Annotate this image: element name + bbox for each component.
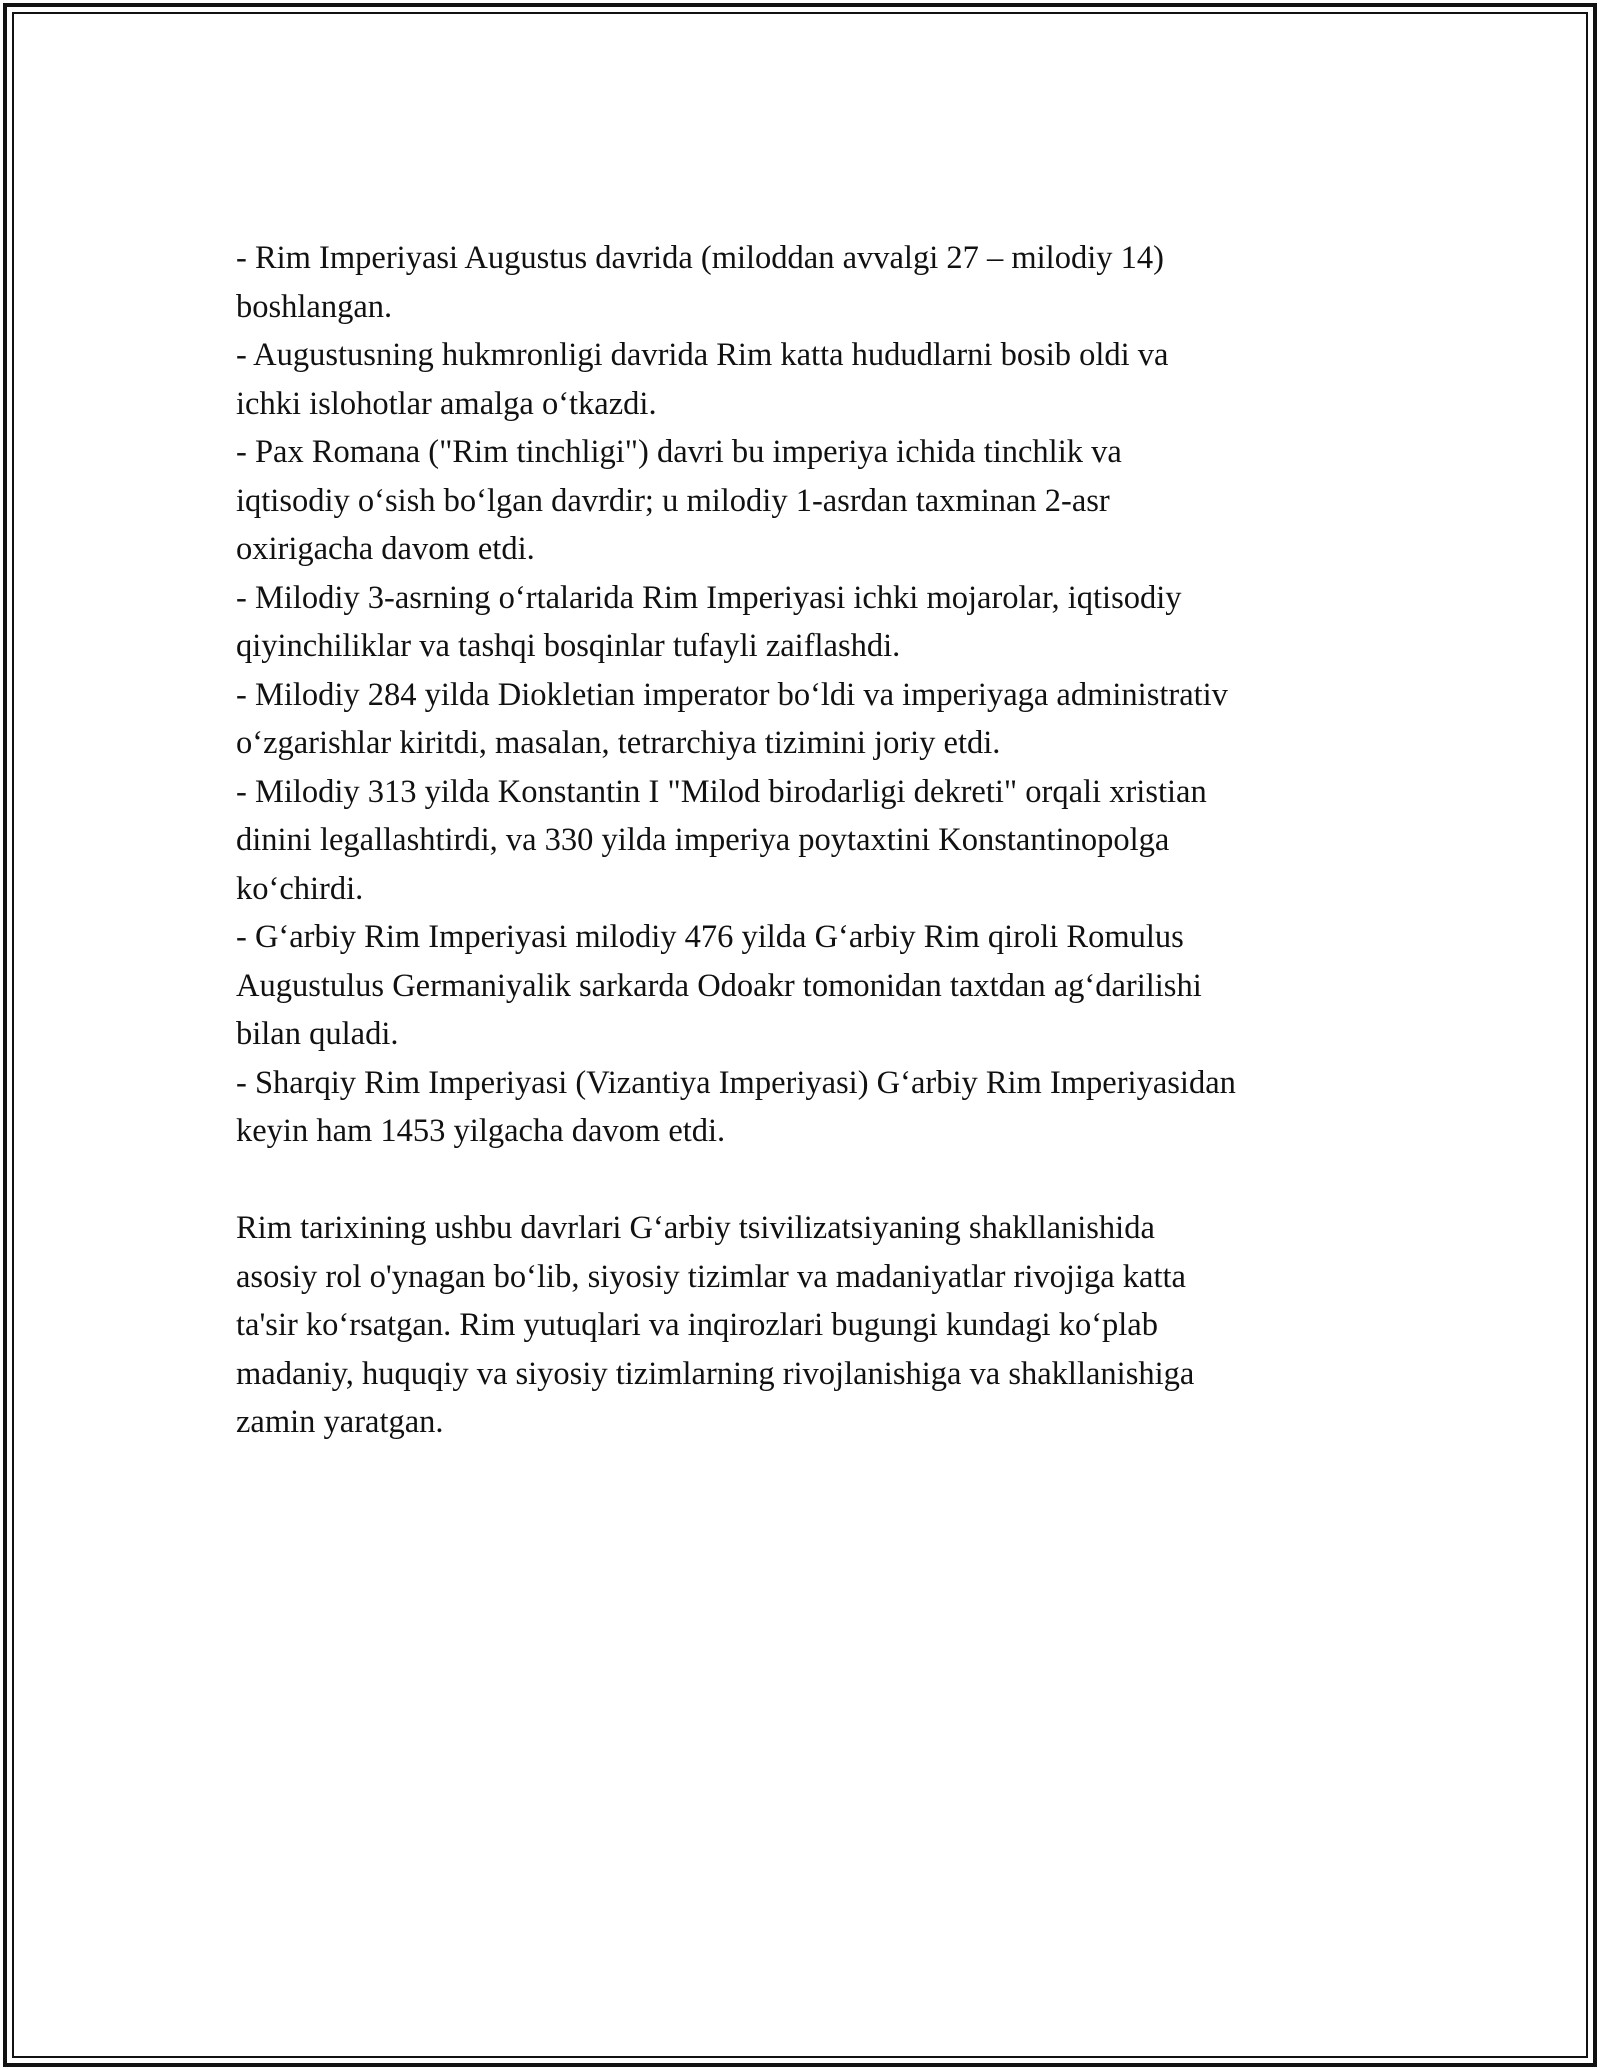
text-line: iqtisodiy o‘sish bo‘lgan davrdir; u milodiy 1-asrdan taxminan 2-asr [236, 482, 1110, 519]
text-line: - Rim Imperiyasi Augustus davrida (miloddan avvalgi 27 – milodiy 14) [236, 240, 1164, 276]
text-line: - G‘arbiy Rim Imperiyasi milodiy 476 yilda G‘arbiy Rim qiroli Romulus [236, 919, 1184, 955]
bullet-item-eastern-empire [236, 1059, 1416, 1156]
text-line: o‘zgarishlar kiritdi, masalan, tetrarchiya tizimini joriy etdi. [236, 725, 1001, 761]
text-line: qiyinchiliklar va tashqi bosqinlar tufayli zaiflashdi. [236, 628, 901, 664]
text-line: madaniy, huquqiy va siyosiy tizimlarning rivojlanishiga va shakllanishiga [236, 1355, 1195, 1392]
bullet-item-augustus-start [236, 234, 1416, 331]
bullet-item-pax-romana [236, 428, 1416, 574]
document-body [236, 234, 1416, 1447]
bullet-item-augustus-reign [236, 331, 1416, 428]
text-line: zamin yaratgan. [236, 1404, 444, 1440]
text-line: asosiy rol o'ynagan bo‘lib, siyosiy tizimlar va madaniyatlar rivojiga katta [236, 1258, 1186, 1295]
text-line: - Augustusning hukmronligi davrida Rim katta hududlarni bosib oldi va [236, 337, 1169, 373]
bullet-list [236, 234, 1416, 1156]
text-line: - Milodiy 284 yilda Diokletian imperator bo‘ldi va imperiyaga administrativ [236, 676, 1228, 713]
text-line: - Pax Romana ("Rim tinchligi") davri bu imperiya ichida tinchlik va [236, 434, 1122, 470]
bullet-item-western-fall [236, 913, 1416, 1059]
text-line: Rim tarixining ushbu davrlari G‘arbiy tsivilizatsiyaning shakllanishida [236, 1210, 1155, 1246]
text-line: bilan quladi. [236, 1016, 399, 1052]
text-line: ko‘chirdi. [236, 870, 364, 907]
text-line: Augustulus Germaniyalik sarkarda Odoakr tomonidan taxtdan ag‘darilishi [236, 967, 1202, 1004]
text-line: ta'sir ko‘rsatgan. Rim yutuqlari va inqirozlari bugungi kundagi ko‘plab [236, 1307, 1158, 1343]
text-line: keyin ham 1453 yilgacha davom etdi. [236, 1113, 726, 1149]
bullet-item-third-century-crisis [236, 574, 1416, 671]
summary-paragraph [236, 1204, 1416, 1447]
text-line: boshlangan. [236, 288, 393, 325]
text-line: dinini legallashtirdi, va 330 yilda imperiya poytaxtini Konstantinopolga [236, 822, 1170, 858]
text-line: ichki islohotlar amalga o‘tkazdi. [236, 385, 657, 422]
text-line: oxirigacha davom etdi. [236, 531, 535, 567]
bullet-item-diocletian [236, 671, 1416, 768]
text-line: - Milodiy 3-asrning o‘rtalarida Rim Imperiyasi ichki mojarolar, iqtisodiy [236, 579, 1182, 616]
text-line: - Sharqiy Rim Imperiyasi (Vizantiya Imperiyasi) G‘arbiy Rim Imperiyasidan [236, 1064, 1236, 1101]
text-line: - Milodiy 313 yilda Konstantin I "Milod birodarligi dekreti" orqali xristian [236, 773, 1207, 810]
bullet-item-constantine [236, 768, 1416, 914]
paragraph-spacer [236, 1156, 1416, 1205]
